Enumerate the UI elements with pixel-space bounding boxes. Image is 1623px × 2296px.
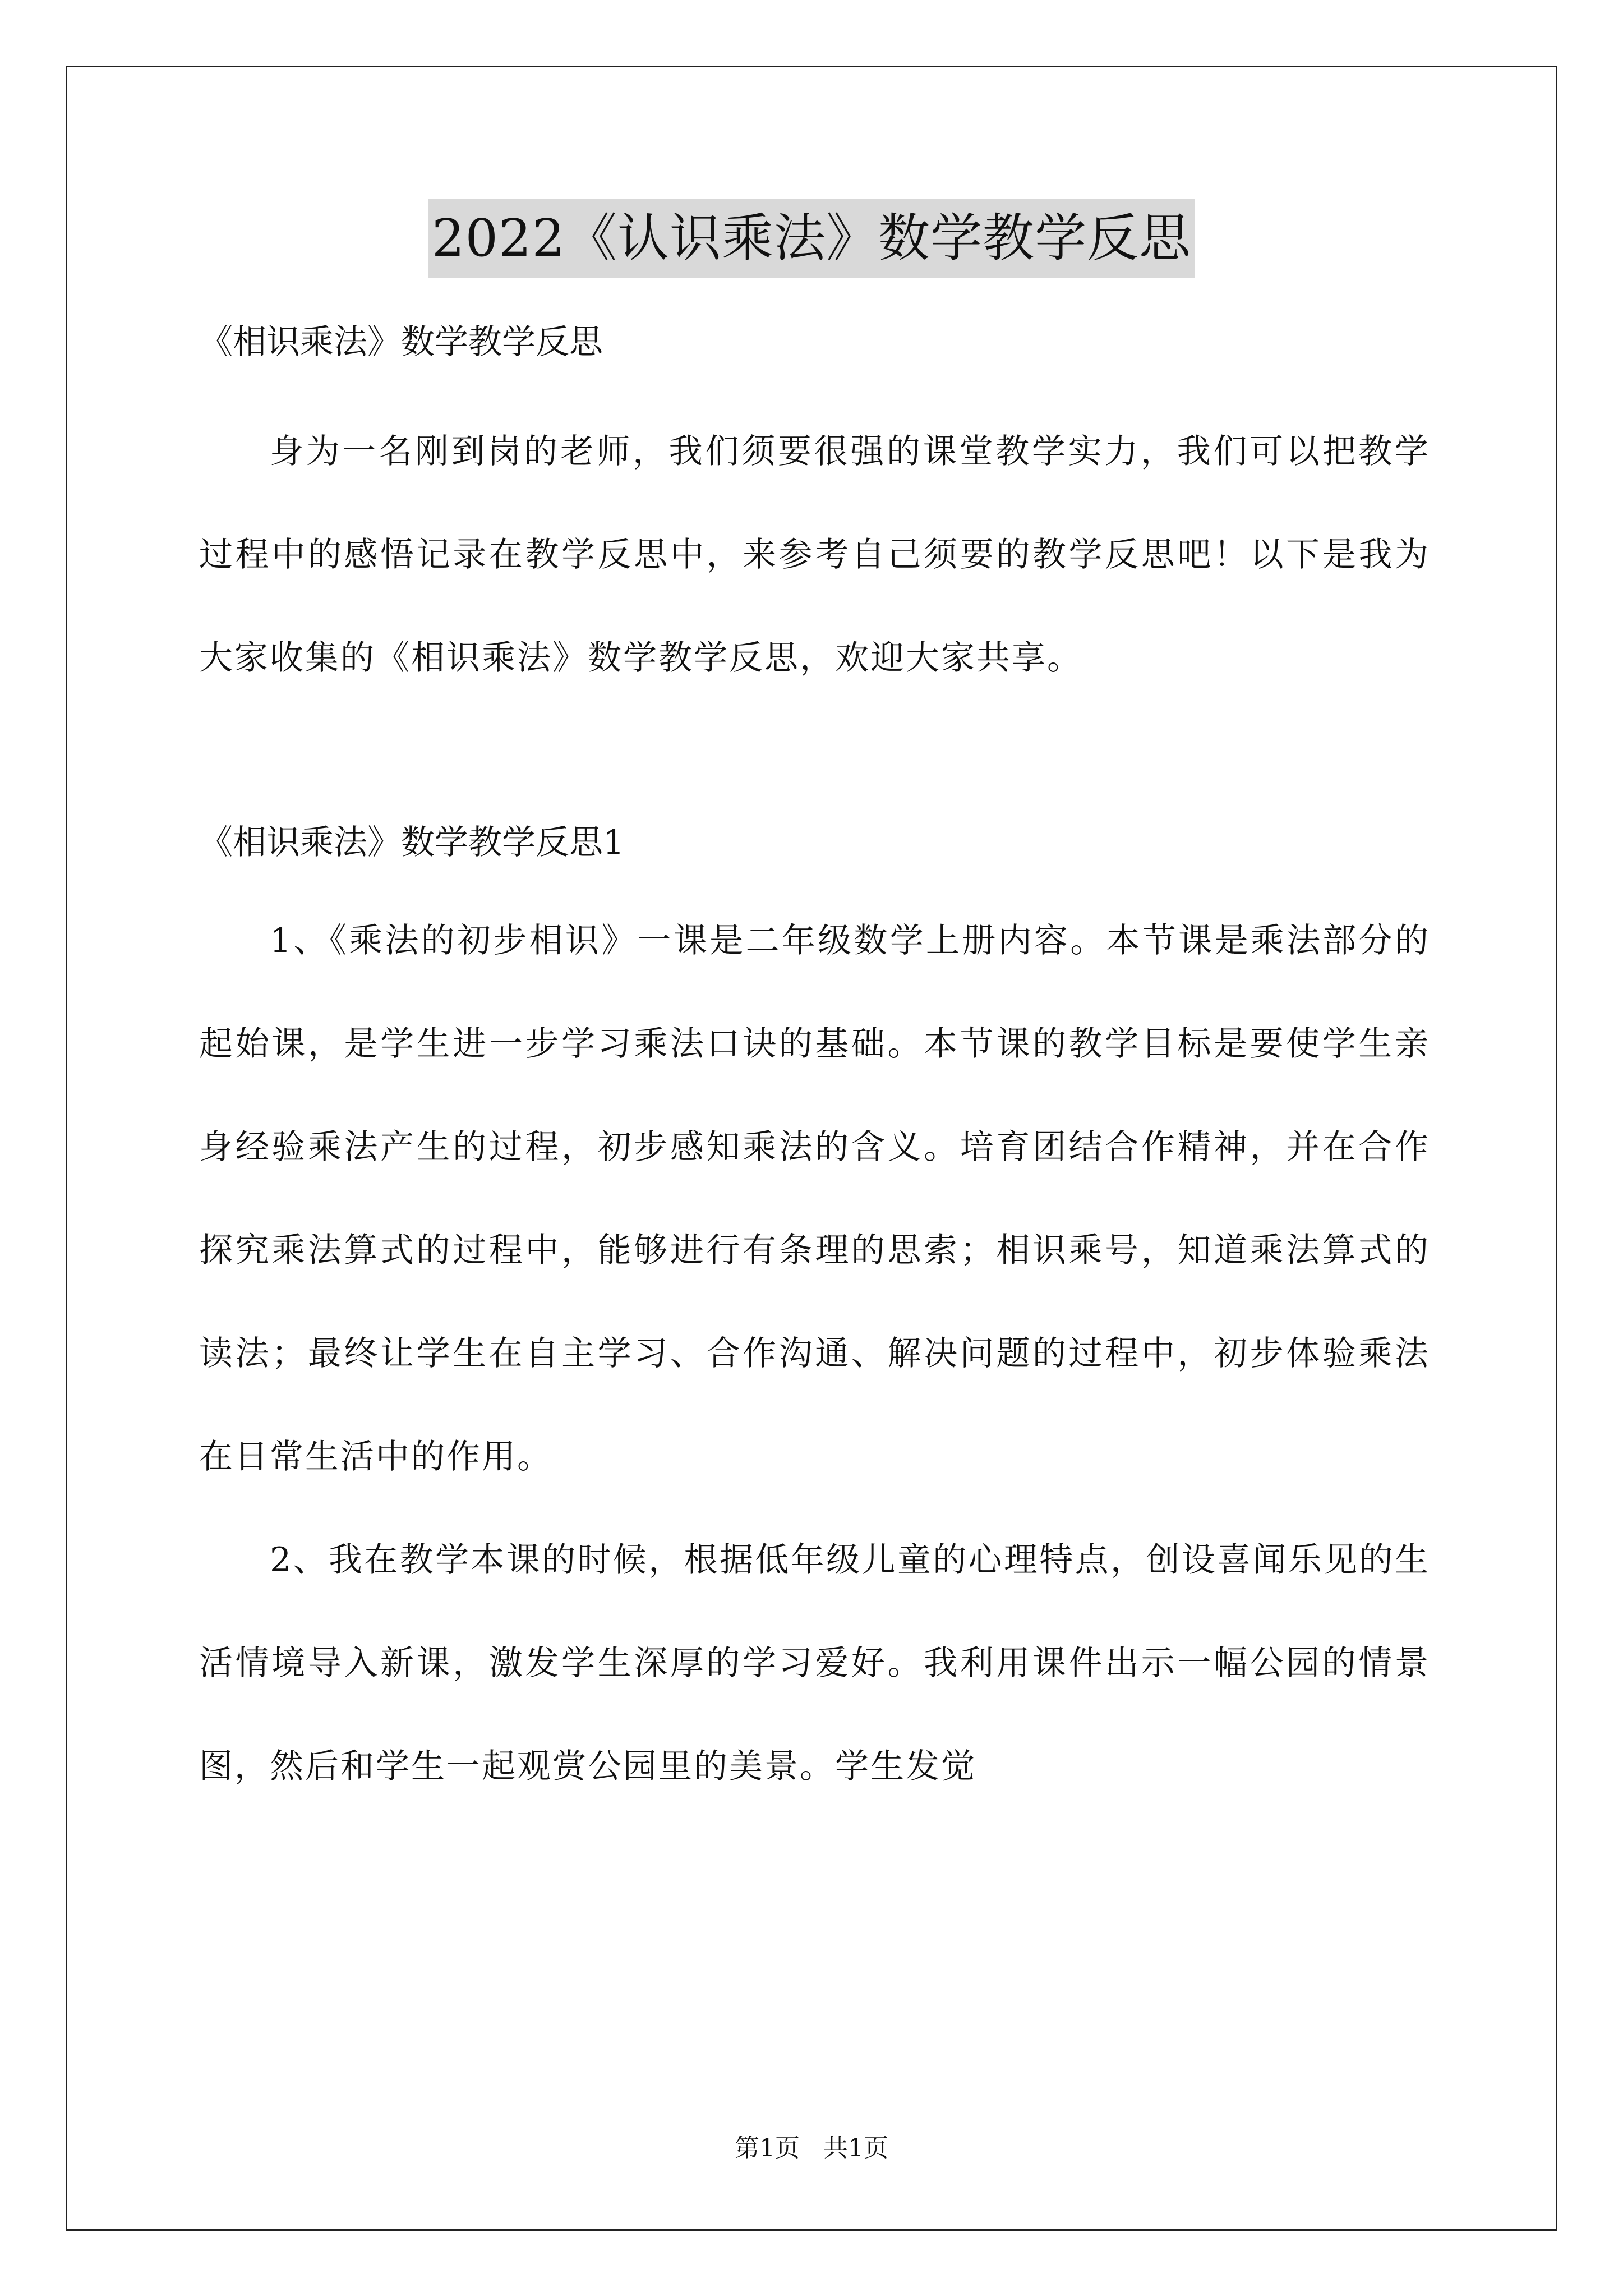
document-title: 2022《认识乘法》数学教学反思 <box>428 199 1195 278</box>
page-number-footer: 第1页 共1页 <box>735 2134 888 2162</box>
section-1-paragraph-1: 1、《乘法的初步相识》一课是二年级数学上册内容。本节课是乘法部分的起始课，是学生进一步学习乘法口诀的基础。本节课的教学目标是要使学生亲身经验乘法产生的过程，初步感知乘法的含义。培育团结合作精神，并在合作探究乘法算式的过程中，能够进行有条理的思索；相识乘号，知道乘法算式的读法；最终让学生在自主学习、合作沟通、解决问题的过程中，初步体验乘法在日常生活中的作用。 <box>199 921 1430 1476</box>
intro-paragraph: 身为一名刚到岗的老师，我们须要很强的课堂教学实力，我们可以把教学过程中的感悟记录在教学反思中，来参考自己须要的教学反思吧！以下是我为大家收集的《相识乘法》数学教学反思，欢迎大家共享。 <box>199 432 1430 678</box>
section-1-paragraph-2: 2、我在教学本课的时候，根据低年级儿童的心理特点，创设喜闻乐见的生活情境导入新课，激发学生深厚的学习爱好。我利用课件出示一幅公园的情景图，然后和学生一起观赏公园里的美景。学生发觉 <box>199 1540 1430 1786</box>
document-body <box>199 307 1430 1818</box>
section-1-heading: 《相识乘法》数学教学反思1 <box>199 823 625 862</box>
intro-heading: 《相识乘法》数学教学反思 <box>199 323 603 362</box>
title-container <box>0 199 1623 278</box>
